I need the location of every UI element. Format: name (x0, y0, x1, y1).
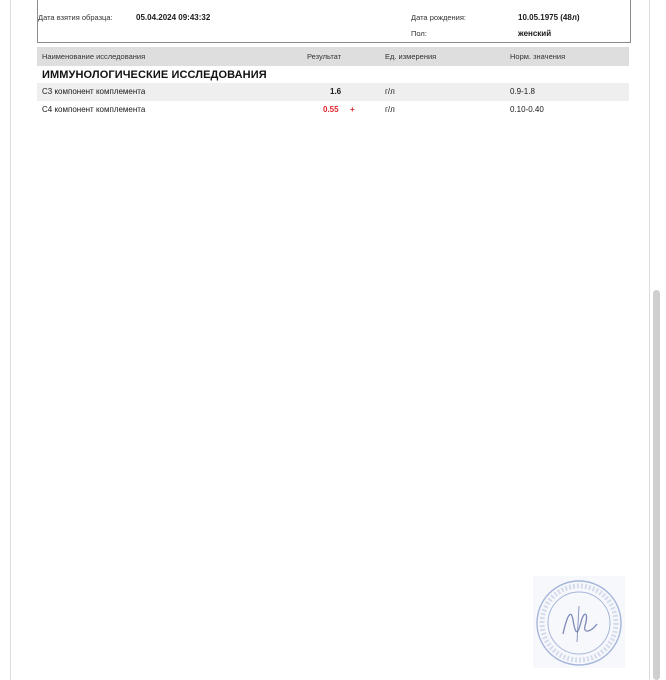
result-value-abnormal: 0.55 (323, 105, 339, 114)
sample-date-label: Дата взятия образца: (38, 13, 113, 22)
lab-stamp-icon (533, 576, 625, 668)
page-edge-right (649, 0, 650, 680)
table-row (37, 83, 629, 101)
patient-info-box (37, 0, 631, 43)
reference-range: 0.10-0.40 (510, 105, 544, 114)
table-row (37, 101, 629, 119)
col-test-name: Наименование исследования (42, 52, 146, 61)
sex-label: Пол: (411, 29, 427, 38)
page-edge-left (10, 0, 11, 680)
table-header (37, 47, 629, 66)
section-title: ИММУНОЛОГИЧЕСКИЕ ИССЛЕДОВАНИЯ (42, 69, 267, 81)
col-reference-range: Норм. значения (510, 52, 566, 61)
vertical-scrollbar[interactable] (653, 290, 660, 680)
results-table (37, 47, 629, 119)
sex-value: женский (518, 29, 552, 38)
sample-date-value: 05.04.2024 09:43:32 (136, 13, 211, 22)
birth-date-label: Дата рождения: (411, 13, 466, 22)
test-name: С4 компонент комплемента (42, 105, 146, 114)
result-value: 1.6 (330, 87, 342, 96)
abnormal-flag: + (350, 105, 355, 114)
col-result: Результат (307, 52, 342, 61)
unit: г/л (385, 105, 395, 114)
reference-range: 0.9-1.8 (510, 87, 535, 96)
test-name: С3 компонент комплемента (42, 87, 146, 96)
birth-date-value: 10.05.1975 (48л) (518, 13, 580, 22)
unit: г/л (385, 87, 395, 96)
col-unit: Ед. измерения (385, 52, 437, 61)
